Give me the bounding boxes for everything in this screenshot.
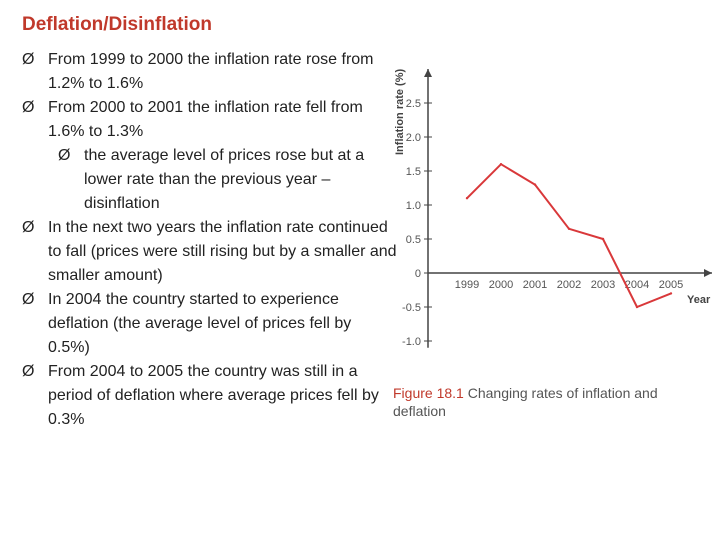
bullet-arrow-icon: Ø [22, 51, 35, 68]
bullet-item [22, 216, 397, 288]
figure-label: Figure 18.1 [393, 385, 464, 401]
y-tick-label: 1.0 [405, 200, 421, 212]
x-tick-label: 2003 [590, 279, 616, 291]
y-axis-arrow-icon [424, 69, 432, 77]
data-point [670, 292, 672, 294]
bullet-arrow-icon: Ø [22, 291, 35, 308]
x-axis-arrow-icon [704, 269, 712, 277]
figure-caption [393, 384, 693, 420]
y-tick-label: -0.5 [402, 302, 421, 314]
data-point [466, 197, 468, 199]
bullet-text: In the next two years the inflation rate continued to fall (prices were still rising but by a smaller and smaller amount) [48, 219, 397, 284]
data-point [500, 163, 502, 165]
x-tick-label: 2004 [624, 279, 650, 291]
bullet-list [22, 48, 397, 432]
y-tick-label: -1.0 [402, 336, 421, 348]
bullet-item [22, 360, 397, 432]
data-point [602, 238, 604, 240]
bullet-item [22, 48, 397, 96]
bullet-text: From 2000 to 2001 the inflation rate fell from 1.6% to 1.3% [48, 99, 363, 140]
y-axis-title: Inflation rate (%) [394, 68, 406, 155]
bullet-arrow-icon: Ø [22, 363, 35, 380]
x-tick-label: 2001 [522, 279, 548, 291]
bullet-text: From 2004 to 2005 the country was still in a period of deflation where average prices fell by 0.3% [48, 363, 379, 428]
bullet-arrow-icon: Ø [22, 219, 35, 236]
data-point [568, 228, 570, 230]
bullet-item [22, 96, 397, 144]
slide-title: Deflation/Disinflation [22, 14, 212, 35]
y-tick-label: 2.0 [405, 132, 421, 144]
bullet-text: the average level of prices rose but at a lower rate than the previous year – disinflation [84, 147, 365, 212]
data-point [534, 183, 536, 185]
y-tick-label: 1.5 [405, 166, 421, 178]
figure-caption-text: Changing rates of inflation and deflation [393, 385, 658, 419]
x-tick-label: 2000 [488, 279, 514, 291]
bullet-arrow-icon: Ø [58, 147, 71, 164]
y-tick-label: 2.5 [405, 98, 421, 110]
inflation-chart [385, 55, 720, 380]
y-tick-label: 0 [414, 268, 421, 280]
bullet-text: From 1999 to 2000 the inflation rate rose from 1.2% to 1.6% [48, 51, 374, 92]
bullet-item [22, 288, 397, 360]
bullet-arrow-icon: Ø [22, 99, 35, 116]
bullet-text: In 2004 the country started to experience deflation (the average level of prices fell by 0.5%) [48, 291, 352, 356]
x-tick-label: 2002 [556, 279, 582, 291]
x-axis-title: Year [687, 294, 711, 306]
x-tick-label: 2005 [658, 279, 684, 291]
y-tick-label: 0.5 [405, 234, 421, 246]
sub-bullet-item [58, 144, 397, 216]
data-point [636, 306, 638, 308]
x-tick-label: 1999 [454, 279, 480, 291]
